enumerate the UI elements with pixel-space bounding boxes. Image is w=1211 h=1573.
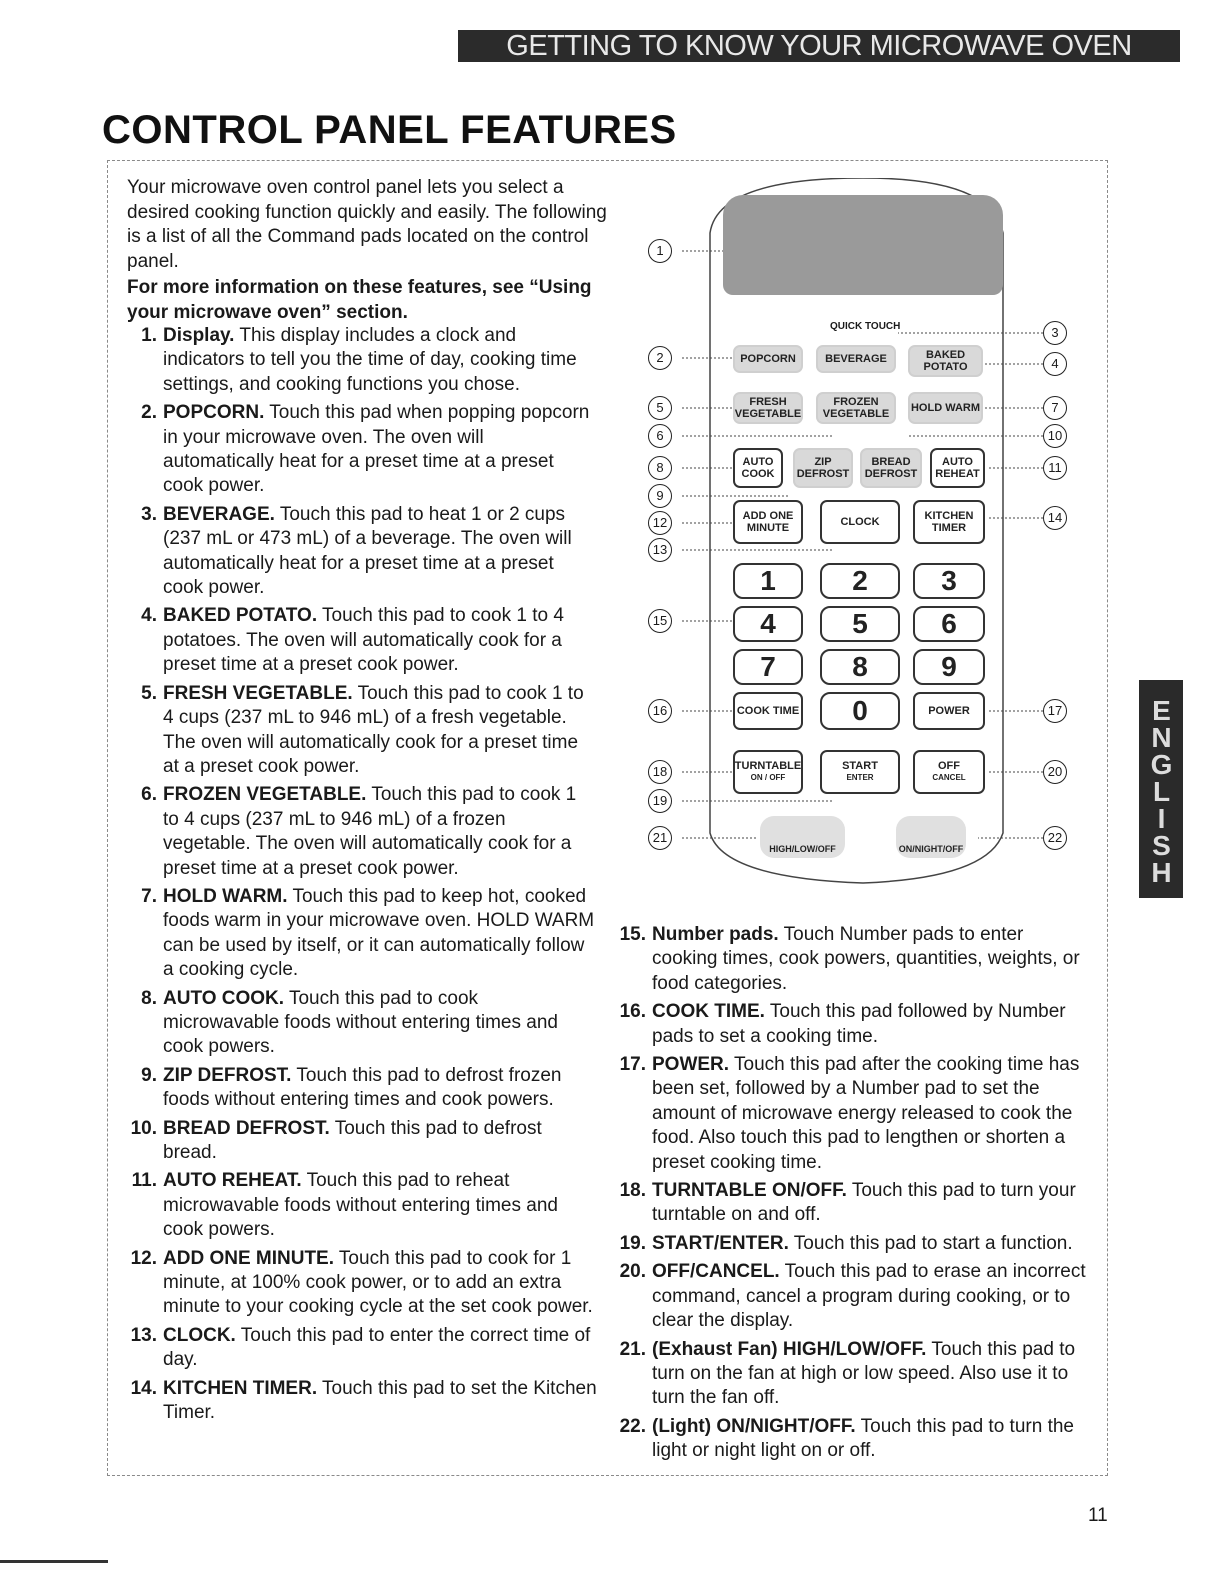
item-term: POPCORN. [163,402,265,424]
item-number: 10. [130,1117,157,1139]
callout-17: 17 [1043,699,1067,723]
item-number: 3. [141,503,157,525]
page-title: CONTROL PANEL FEATURES [102,108,677,152]
callout-1: 1 [648,239,672,263]
list-item [616,1232,1088,1256]
callout-18: 18 [648,760,672,784]
footer-rule [0,1560,108,1563]
item-text: Touch this pad to cook 1 to 4 potatoes. The oven will automatically cook for a preset time at a preset cook power. [163,605,564,676]
callout-4: 4 [1043,352,1067,376]
item-term: Display. [163,325,235,346]
off-label: OFF [938,760,960,772]
hold-warm-pad[interactable]: HOLD WARM [908,392,983,424]
number-pad-2[interactable]: 2 [820,563,900,599]
off-cancel-pad[interactable] [913,750,985,794]
cook-time-pad[interactable]: COOK TIME [733,692,803,730]
item-text: Touch this pad to cook for 1 minute, at 100% cook power, or to add an extra minute to your cooking cycle at the set cook power. [163,1247,593,1318]
item-number: 8. [141,987,157,1009]
feature-list-right [616,923,1088,1468]
item-term: START/ENTER. [652,1232,789,1254]
item-text: Touch this pad to cook 1 to 4 cups (237 mL to 946 mL) of a fresh vegetable. The oven will automatically cook for a preset time at a preset cook power. [163,682,584,777]
list-item [616,1415,1088,1464]
callout-21: 21 [648,826,672,850]
item-number: 15. [619,924,646,945]
item-number: 6. [141,784,157,806]
callout-16: 16 [648,699,672,723]
item-text: Touch Number pads to enter cooking times, cook powers, quantities, weights, or food categories. [652,924,1080,994]
callout-11: 11 [1043,456,1067,480]
number-pad-8[interactable]: 8 [820,649,900,685]
item-text: Touch this pad to enter the correct time of day. [163,1324,591,1371]
item-text: Touch this pad to defrost bread. [163,1117,542,1163]
number-pad-7[interactable]: 7 [733,649,803,685]
item-text: Touch this pad to set the Kitchen Timer. [163,1377,597,1424]
reference-note: For more information on these features, see “Using your microwave oven” section. [127,277,592,323]
item-text: Touch this pad to reheat microwavable foods without entering times and cook powers. [163,1170,558,1241]
frozen-vegetable-pad[interactable]: FROZEN VEGETABLE [816,392,896,424]
kitchen-timer-pad[interactable]: KITCHEN TIMER [913,500,985,544]
number-pad-1[interactable]: 1 [733,563,803,599]
turntable-label: TURNTABLE [734,760,802,772]
item-number: 13. [130,1324,157,1346]
list-item [127,783,597,881]
item-number: 22. [619,1415,646,1437]
item-term: AUTO REHEAT. [163,1170,302,1192]
item-text: This display includes a clock and indicators to tell you the time of day, cooking time settings, and cooking functions you chose. [163,325,577,395]
item-text: Touch this pad to turn the light or night light on or off. [652,1415,1074,1462]
callout-22: 22 [1043,826,1067,850]
item-text: Touch this pad followed by Number pads to set a cooking time. [652,1001,1066,1047]
callout-12: 12 [648,511,672,535]
callout-8: 8 [648,456,672,480]
list-item [616,1179,1088,1228]
item-number: 14. [130,1377,157,1399]
item-term: CLOCK. [163,1324,236,1346]
item-term: Number pads. [652,924,779,945]
list-item [616,1053,1088,1175]
enter-sub-label: ENTER [846,773,874,782]
clock-pad[interactable]: CLOCK [820,500,900,544]
item-number: 20. [619,1261,646,1283]
item-number: 17. [619,1054,646,1076]
cancel-sub-label: CANCEL [932,773,966,782]
item-term: COOK TIME. [652,1001,765,1023]
list-item [127,401,597,499]
callout-19: 19 [648,789,672,813]
item-number: 18. [619,1180,646,1202]
list-item [127,604,597,677]
item-text: Touch this pad when popping popcorn in your microwave oven. The oven will automatically heat for a preset time at a preset cook power. [163,402,590,497]
display-screen [723,195,1003,295]
callout-5: 5 [648,396,672,420]
turntable-sub-label: ON / OFF [750,773,786,782]
item-number: 1. [141,325,157,346]
fresh-vegetable-pad[interactable]: FRESH VEGETABLE [733,392,803,424]
quick-touch-label: QUICK TOUCH [830,321,901,332]
list-item [616,1260,1088,1333]
item-term: KITCHEN TIMER. [163,1377,318,1399]
callout-7: 7 [1043,396,1067,420]
zip-defrost-pad[interactable]: ZIP DEFROST [793,448,853,488]
list-item [127,1117,597,1166]
callout-3: 3 [1043,321,1067,345]
list-item [127,682,597,780]
callout-2: 2 [648,346,672,370]
item-text: Touch this pad to start a function. [788,1232,1073,1254]
feature-list-left [127,324,597,1429]
item-number: 5. [141,682,157,704]
number-pad-0[interactable]: 0 [820,692,900,730]
callout-6: 6 [648,424,672,448]
number-pad-6[interactable]: 6 [913,606,985,642]
item-text: Touch this pad to erase an incorrect command, cancel a program during cooking, or to clear the display. [652,1261,1086,1332]
list-item [127,1247,597,1320]
item-number: 19. [619,1232,646,1254]
item-number: 9. [141,1064,157,1086]
item-term: ADD ONE MINUTE. [163,1247,334,1269]
auto-reheat-pad[interactable]: AUTO REHEAT [930,448,985,488]
item-term: POWER. [652,1054,730,1076]
number-pad-9[interactable]: 9 [913,649,985,685]
item-number: 11. [131,1170,157,1192]
fan-pad[interactable]: HIGH/LOW/OFF [760,816,845,858]
page-number: 11 [1088,1505,1108,1526]
item-text: Touch this pad to turn your turntable on and off. [652,1180,1076,1226]
item-text: Touch this pad to cook 1 to 4 cups (237 mL to 946 mL) of a frozen vegetable. The oven will automatically cook for a preset time at a preset cook power. [163,784,577,879]
number-pad-5[interactable]: 5 [820,606,900,642]
language-tab: ENGLISH [1139,680,1183,898]
section-banner: GETTING TO KNOW YOUR MICROWAVE OVEN [458,30,1180,62]
item-term: (Exhaust Fan) HIGH/LOW/OFF. [652,1338,927,1360]
item-text: Touch this pad after the cooking time has been set, followed by a Number pad to set the amount of microwave energy released to cook the food. Also touch this pad to lengthen or shorten a preset cooking time. [652,1054,1080,1173]
item-number: 2. [141,402,157,424]
callout-10: 10 [1043,424,1067,448]
callout-13: 13 [648,538,672,562]
list-item [127,1064,597,1113]
item-term: AUTO COOK. [163,987,285,1009]
list-item [127,503,597,601]
light-pad[interactable]: ON/NIGHT/OFF [896,816,966,858]
list-item [127,1324,597,1373]
number-pad-3[interactable]: 3 [913,563,985,599]
item-term: BEVERAGE. [163,503,275,525]
list-item [616,1338,1088,1411]
item-term: HOLD WARM. [163,885,288,907]
item-text: Touch this pad to turn on the fan at high or low speed. Also use it to turn the fan off. [652,1338,1076,1409]
list-item [127,1377,597,1426]
item-text: Touch this pad to keep hot, cooked foods warm in your microwave oven. HOLD WARM can be used by itself, or it can automatically follow a cooking cycle. [163,885,595,981]
bread-defrost-pad[interactable]: BREAD DEFROST [860,448,922,488]
list-item [127,324,597,397]
item-term: FRESH VEGETABLE. [163,682,353,704]
popcorn-pad[interactable]: POPCORN [733,345,803,373]
auto-cook-pad[interactable]: AUTO COOK [733,448,783,488]
list-item [127,1169,597,1242]
beverage-pad[interactable]: BEVERAGE [816,345,896,373]
callout-14: 14 [1043,506,1067,530]
list-item [127,885,597,983]
list-item [616,923,1088,996]
item-term: BREAD DEFROST. [163,1117,330,1139]
list-item [127,987,597,1060]
start-label: START [842,760,878,772]
item-term: BAKED POTATO. [163,605,318,627]
item-number: 12. [130,1247,157,1269]
add-one-minute-pad[interactable]: ADD ONE MINUTE [733,500,803,544]
item-term: FROZEN VEGETABLE. [163,784,367,806]
callout-15: 15 [648,609,672,633]
intro-paragraph: Your microwave oven control panel lets you select a desired cooking function quickly and easily. The following is a list of all the Command pads located on the control panel. [127,177,607,272]
item-number: 4. [141,605,157,627]
power-pad[interactable]: POWER [913,692,985,730]
item-term: OFF/CANCEL. [652,1261,780,1283]
item-term: ZIP DEFROST. [163,1064,292,1086]
turntable-pad[interactable] [733,750,803,794]
callout-9: 9 [648,484,672,508]
start-enter-pad[interactable] [820,750,900,794]
item-term: TURNTABLE ON/OFF. [652,1180,847,1202]
item-text: Touch this pad to heat 1 or 2 cups (237 mL or 473 mL) of a beverage. The oven will automatically heat for a preset time at a preset cook power. [163,503,572,599]
item-term: (Light) ON/NIGHT/OFF. [652,1415,856,1437]
item-number: 16. [619,1001,646,1023]
list-item [616,1000,1088,1049]
number-pad-4[interactable]: 4 [733,606,803,642]
baked-potato-pad[interactable]: BAKED POTATO [908,345,983,377]
item-number: 21. [619,1338,646,1360]
callout-20: 20 [1043,760,1067,784]
control-panel-diagram [648,178,1080,890]
item-number: 7. [141,885,157,907]
item-text: Touch this pad to cook microwavable foods without entering times and cook powers. [163,987,558,1058]
item-text: Touch this pad to defrost frozen foods without entering times and cook powers. [163,1064,562,1111]
